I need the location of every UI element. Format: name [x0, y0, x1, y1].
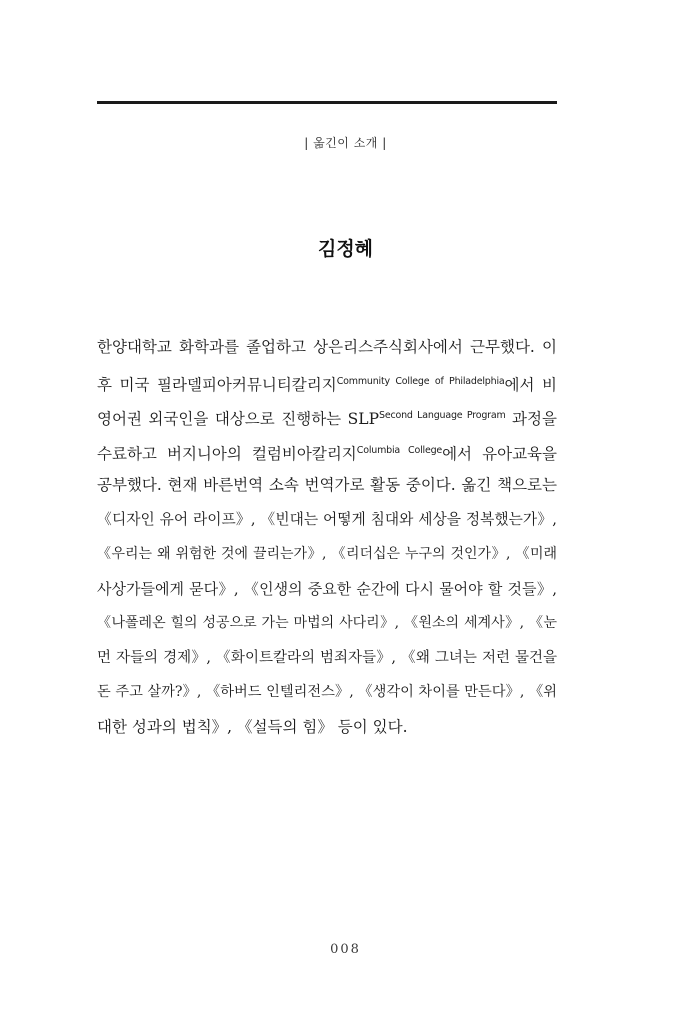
bio-line: 후 미국 필라델피아커뮤니티칼리지$^{Community College of Philadelphia}$에서 비 [97, 375, 558, 394]
bio-line: 공부했다. 현재 바른번역 소속 번역가로 활동 중이다. 옮긴 책으로는 [97, 476, 557, 494]
bio-line: 돈 주고 살까?》, 《하버드 인텔리전스》, 《생각이 차이를 만든다》, 《위 [97, 684, 557, 700]
bio-line: 한양대학교 화학과를 졸업하고 상은리스주식회사에서 근무했다. 이 [97, 338, 557, 356]
section-label: | 옮긴이 소개 | [304, 136, 387, 150]
bio-line: 영어권 외국인을 대상으로 진행하는 $SLP^{Second Language Program}$ 과정을 [97, 410, 557, 428]
translator-bio [97, 330, 557, 744]
original-title-superscript: Columbia College [356, 444, 443, 456]
bio-line: 수료하고 버지니아의 컬럼비아칼리지$^{Columbia College}$에서 유아교육을 [97, 444, 557, 463]
bio-line: 사상가들에게 묻다》, 《인생의 중요한 순간에 다시 물어야 할 것들》, [97, 579, 557, 598]
top-rule [97, 101, 557, 104]
bio-line: 《우리는 왜 위험한 것에 끌리는가》, 《리더십은 누구의 것인가》, 《미래 [97, 546, 557, 562]
page-number: 008 [330, 942, 361, 957]
bio-line: 《디자인 유어 라이프》, 《빈대는 어떻게 침대와 세상을 정복했는가》, [97, 510, 557, 528]
translator-name: 김정혜 [317, 238, 374, 260]
original-title-superscript: Second Language Program [379, 410, 506, 421]
bio-line: 《나폴레온 힐의 성공으로 가는 마법의 사다리》, 《원소의 세계사》, 《눈 [97, 615, 557, 631]
bio-line: 먼 자들의 경제》, 《화이트칼라의 범죄자들》, 《왜 그녀는 저런 물건을 [97, 649, 557, 666]
bio-line: 대한 성과의 법칙》, 《설득의 힘》 등이 있다. [97, 717, 408, 736]
original-title-superscript: Community College of Philadelphia [336, 375, 505, 387]
